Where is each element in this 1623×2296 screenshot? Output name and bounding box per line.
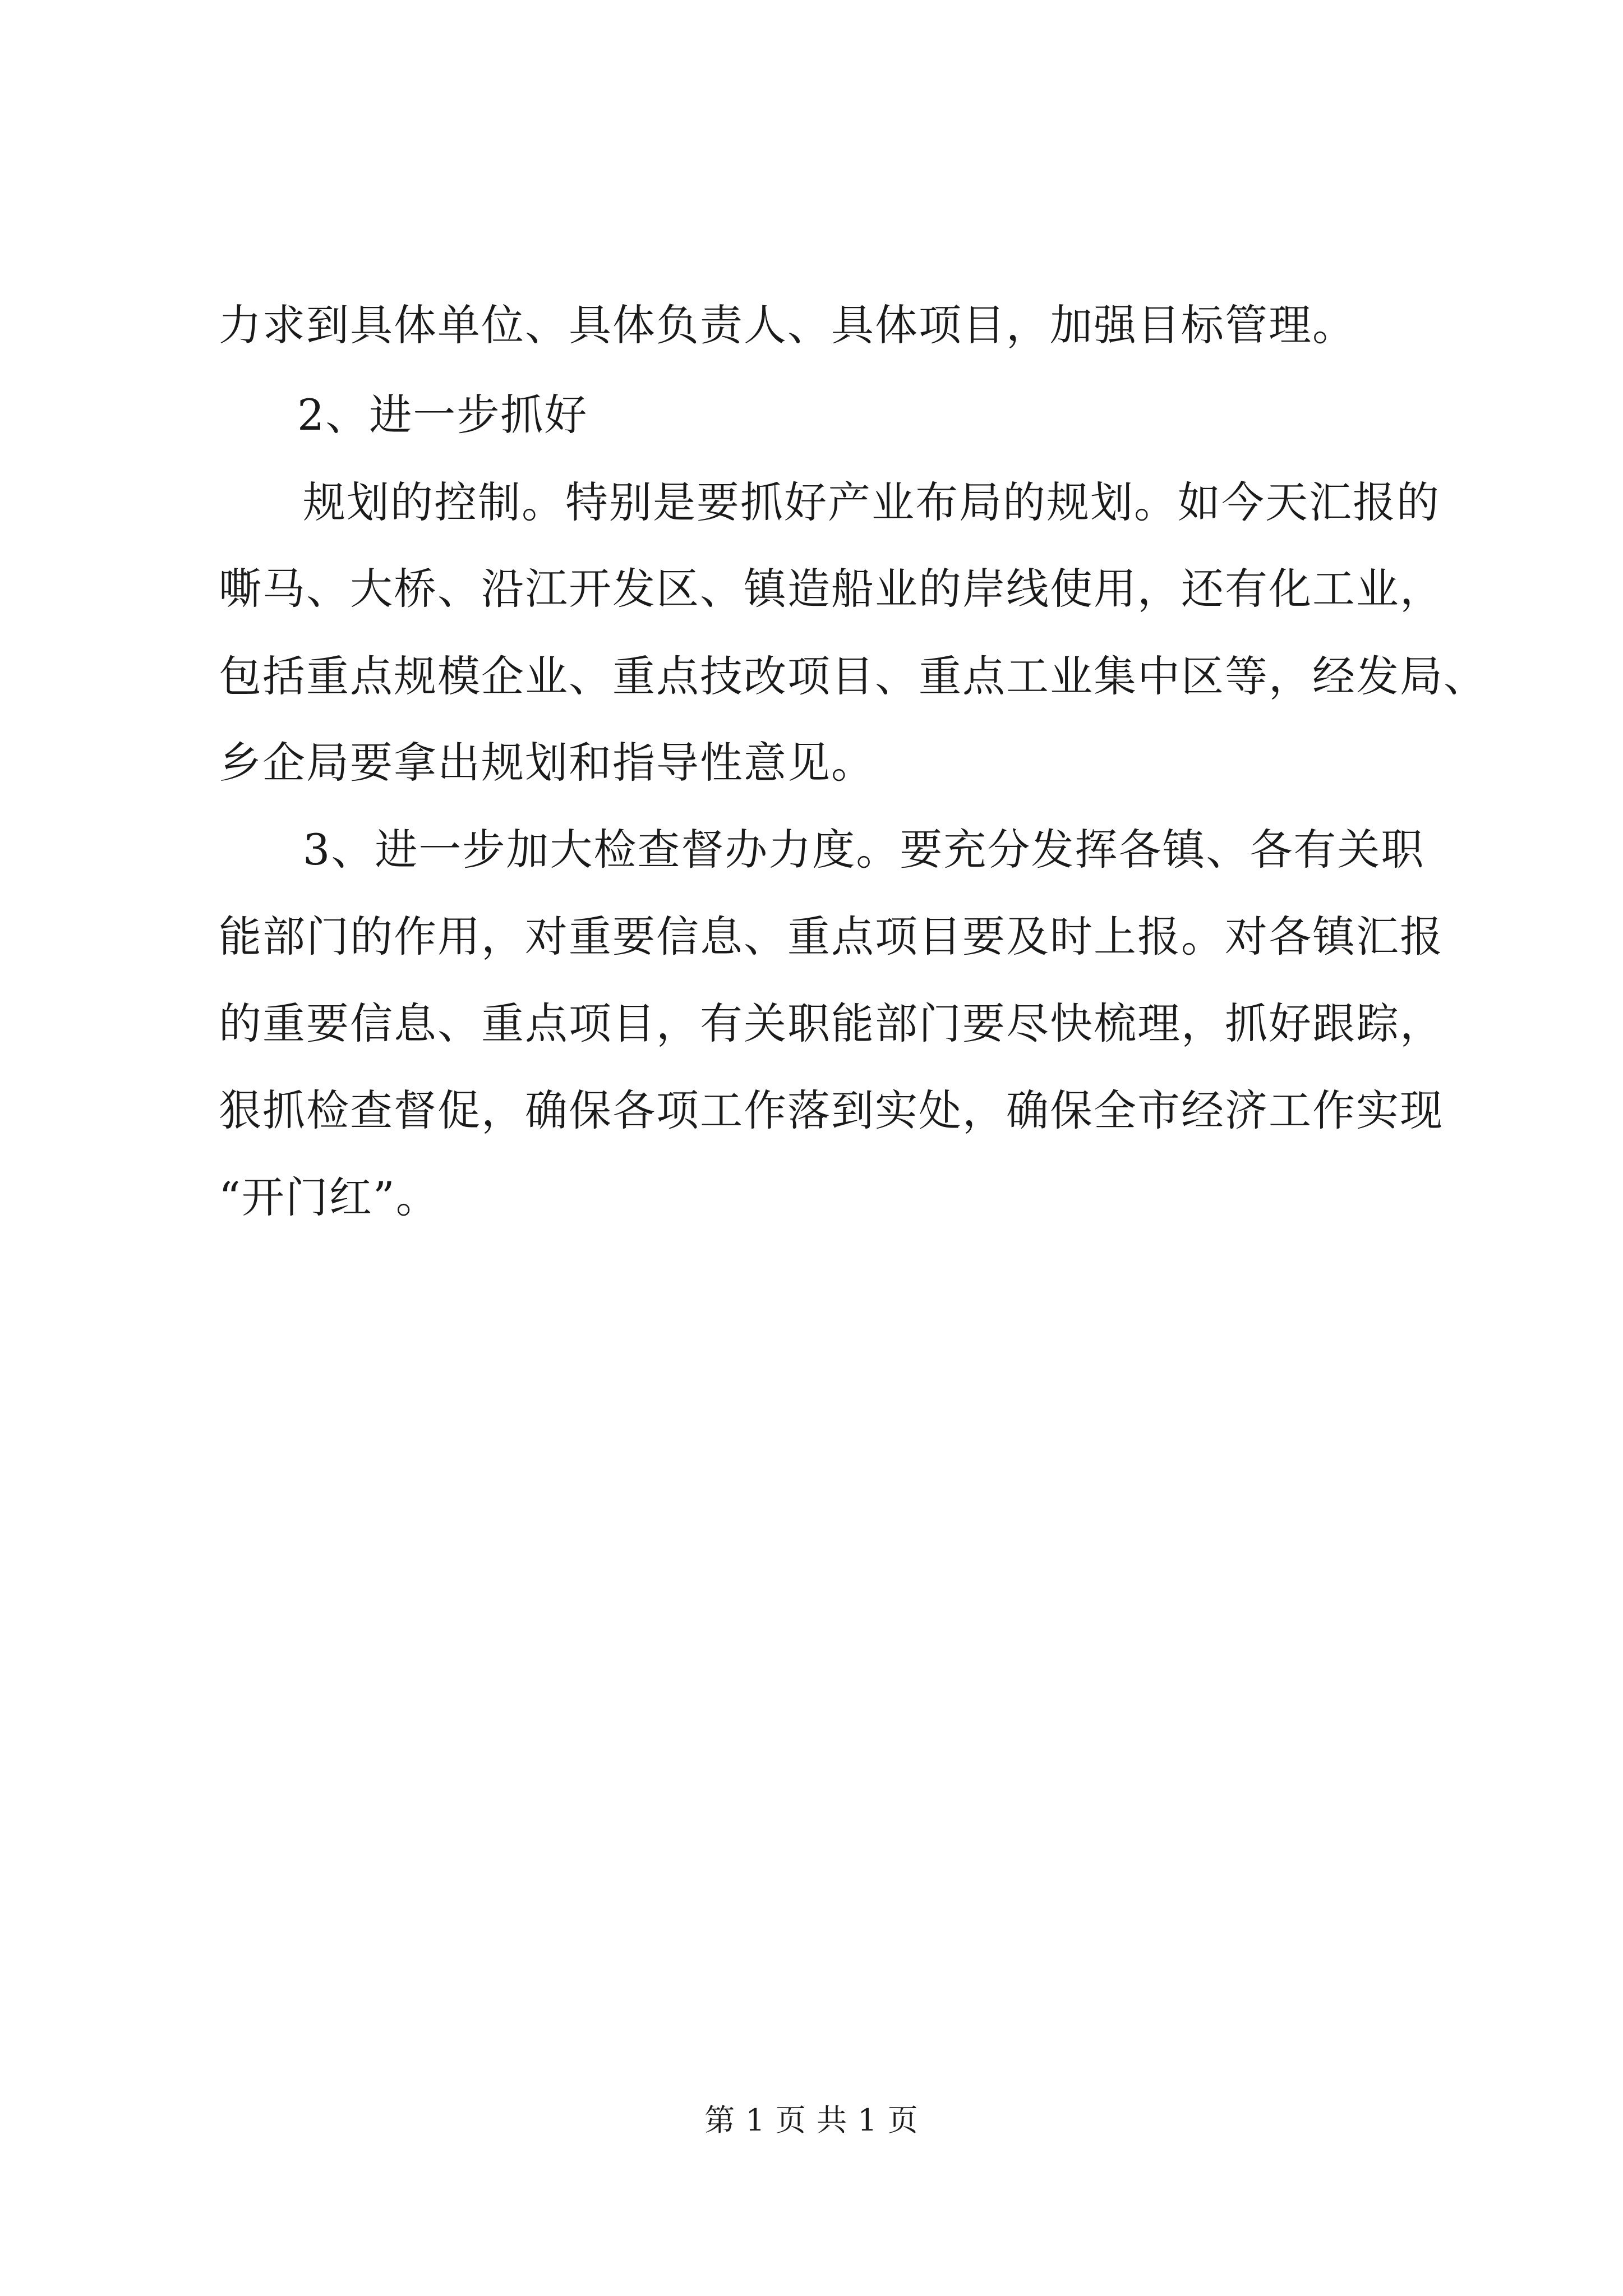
page-number-footer: 第 1 页 共 1 页 xyxy=(704,2102,919,2138)
text-line: 包括重点规模企业、重点技改项目、重点工业集中区等，经发局、 xyxy=(219,651,1487,701)
text-line: 狠抓检查督促，确保各项工作落到实处，确保全市经济工作实现 xyxy=(219,1085,1444,1135)
text-line: 3、进一步加大检查督办力度。要充分发挥各镇、各有关职 xyxy=(303,825,1425,875)
text-line: 的重要信息、重点项目，有关职能部门要尽快梳理，抓好跟踪， xyxy=(219,999,1444,1048)
text-line: “开门红”。 xyxy=(219,1172,440,1222)
text-line: 2、进一步抓好 xyxy=(297,390,588,440)
text-line: 乡企局要拿出规划和指导性意见。 xyxy=(219,738,875,788)
text-line: 规划的控制。特别是要抓好产业布局的规划。如今天汇报的 xyxy=(303,477,1440,527)
text-line: 力求到具体单位、具体负责人、具体项目，加强目标管理。 xyxy=(219,300,1356,350)
text-line: 能部门的作用，对重要信息、重点项目要及时上报。对各镇汇报 xyxy=(219,912,1444,961)
text-line: 嘶马、大桥、沿江开发区、镇造船业的岸线使用，还有化工业， xyxy=(219,564,1444,614)
